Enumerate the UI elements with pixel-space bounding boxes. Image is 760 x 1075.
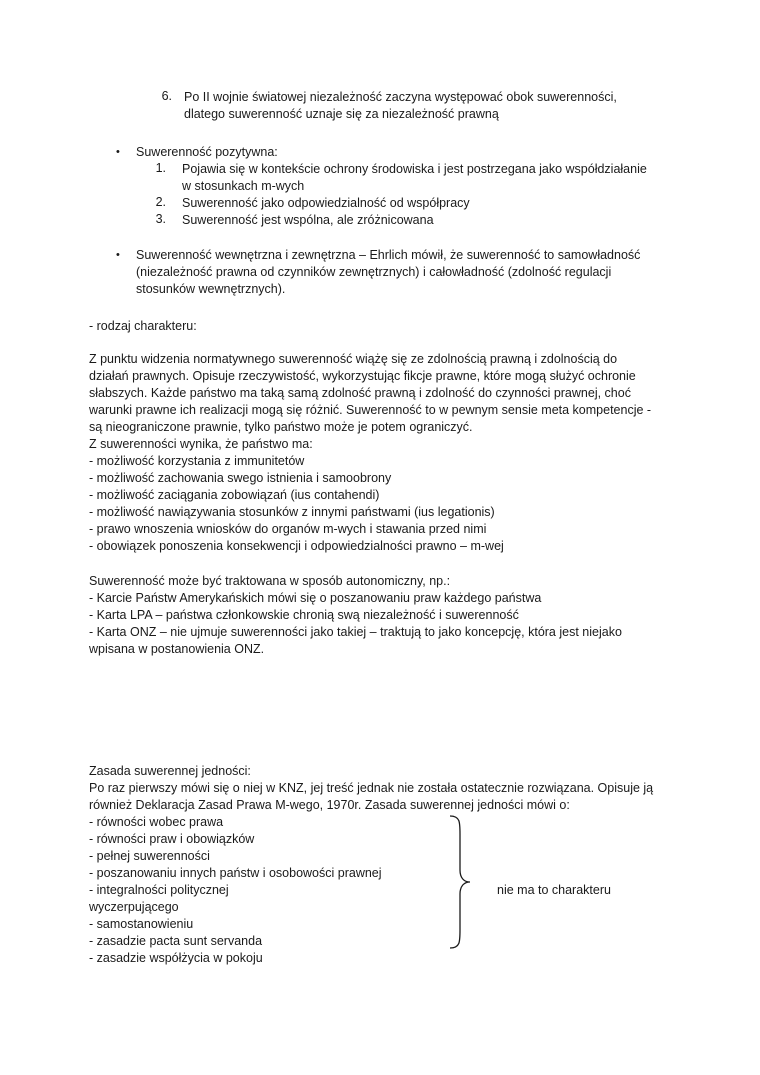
list-item-text: dlatego suwerenność uznaje się za niezależność prawną xyxy=(184,107,499,121)
list-item: - Karcie Państw Amerykańskich mówi się o poszanowaniu praw każdego państwa xyxy=(89,591,542,605)
list-item-text: Suwerenność jest wspólna, ale zróżnicowana xyxy=(182,213,434,227)
list-item: wyczerpującego xyxy=(89,900,179,914)
list-item-text: Po II wojnie światowej niezależność zaczyna występować obok suwerenności, xyxy=(184,90,617,104)
list-item-text: Pojawia się w kontekście ochrony środowiska i jest postrzegana jako współdziałanie xyxy=(182,162,647,176)
list-item: - pełnej suwerenności xyxy=(89,849,210,863)
paragraph-line: Po raz pierwszy mówi się o niej w KNZ, jej treść jednak nie została ostatecznie rozwiązana. Opisuje ją xyxy=(89,781,654,795)
paragraph-line: (niezależność prawna od czynników zewnętrznych) i całowładność (zdolność regulacji xyxy=(136,265,612,279)
list-item: - obowiązek ponoszenia konsekwencji i odpowiedzialności prawno – m-wej xyxy=(89,539,504,553)
paragraph-line: są nieograniczone prawnie, tylko państwo może je potem ograniczyć. xyxy=(89,420,473,434)
section-title: Suwerenność pozytywna: xyxy=(136,145,278,159)
list-item: - samostanowieniu xyxy=(89,917,194,931)
paragraph-line: Z punktu widzenia normatywnego suwerenność wiążę się ze zdolnością prawną i zdolnością do xyxy=(89,352,618,366)
paragraph-line: Z suwerenności wynika, że państwo ma: xyxy=(89,437,313,451)
list-item-text: Suwerenność jako odpowiedzialność od współpracy xyxy=(182,196,470,210)
list-item: - możliwość zaciągania zobowiązań (ius contahendi) xyxy=(89,488,380,502)
paragraph-line: działań prawnych. Opisuje rzeczywistość, wykorzystując fikcje prawne, które mogą służyć ochronie xyxy=(89,369,636,383)
list-item: - zasadzie pacta sunt servanda xyxy=(89,934,263,948)
list-item: - prawo wnoszenia wniosków do organów m-wych i stawania przed nimi xyxy=(89,522,487,536)
list-item: - równości wobec prawa xyxy=(89,815,224,829)
paragraph-line: również Deklaracja Zasad Prawa M-wego, 1970r. Zasada suwerennej jedności mówi o: xyxy=(89,798,570,812)
list-item: - Karta LPA – państwa członkowskie chronią swą niezależność i suwerenność xyxy=(89,608,519,622)
list-number: 1. xyxy=(155,161,166,175)
paragraph-line: warunki prawne ich realizacji mogą się różnić. Suwerenność to w pewnym sensie meta kompetencje - xyxy=(89,403,652,417)
list-item: - możliwość nawiązywania stosunków z innymi państwami (ius legationis) xyxy=(89,505,495,519)
bullet-icon: • xyxy=(116,249,120,261)
list-item: - integralności politycznej xyxy=(89,883,229,897)
list-item: - Karta ONZ – nie ujmuje suwerenności jako takiej – traktują to jako koncepcję, która jest niejako xyxy=(89,625,622,639)
section-heading: - rodzaj charakteru: xyxy=(89,319,197,333)
section-title: Zasada suwerennej jedności: xyxy=(89,764,251,778)
list-number: 2. xyxy=(155,195,166,209)
list-item: - możliwość zachowania swego istnienia i samoobrony xyxy=(89,471,392,485)
bullet-icon: • xyxy=(116,146,120,158)
paragraph-line: Suwerenność może być traktowana w sposób autonomiczny, np.: xyxy=(89,574,451,588)
list-number: 6. xyxy=(161,89,172,103)
brace-note: nie ma to charakteru xyxy=(497,883,611,897)
paragraph-line: wpisana w postanowienia ONZ. xyxy=(89,642,265,656)
list-item: - równości praw i obowiązków xyxy=(89,832,255,846)
paragraph-line: Suwerenność wewnętrzna i zewnętrzna – Ehrlich mówił, że suwerenność to samowładność xyxy=(136,248,641,262)
curly-brace-icon xyxy=(446,814,476,950)
list-item: - poszanowaniu innych państw i osobowości prawnej xyxy=(89,866,382,880)
list-number: 3. xyxy=(155,212,166,226)
list-item: - zasadzie współżycia w pokoju xyxy=(89,951,263,965)
list-item-text: w stosunkach m-wych xyxy=(182,179,305,193)
paragraph-line: słabszych. Każde państwo ma taką samą zdolność prawną i zdolność do czynności prawnej, choć xyxy=(89,386,631,400)
list-item: - możliwość korzystania z immunitetów xyxy=(89,454,305,468)
paragraph-line: stosunków wewnętrznych). xyxy=(136,282,286,296)
